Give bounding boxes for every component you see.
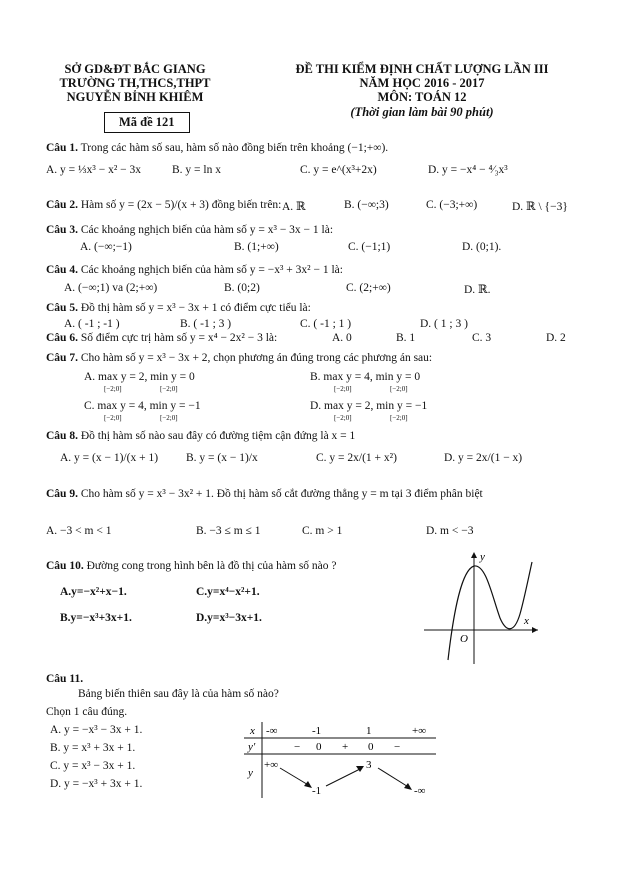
q3-option-c[interactable]: C. (−1;1) [348, 241, 391, 253]
q6-option-a[interactable]: A. 0 [332, 332, 352, 344]
question-text: Cho hàm số y = x³ − 3x² + 1. Đồ thị hàm số cắt đường thẳng y = m tại 3 điểm phân biệt [80, 488, 483, 500]
q8-option-c[interactable]: C. y = 2x/(1 + x²) [316, 452, 397, 464]
y-value: +∞ [264, 759, 279, 771]
axis-label-x: x [524, 615, 529, 627]
sign: − [294, 741, 301, 753]
school-name-2: NGUYỄN BỈNH KHIÊM [66, 90, 204, 104]
question-label: Câu 8. [46, 430, 78, 442]
question-5 [46, 302, 311, 314]
q1-option-b[interactable]: B. y = ln x [172, 164, 221, 176]
row-label-y: y [248, 767, 253, 779]
sign: + [342, 741, 349, 753]
q3-option-d[interactable]: D. (0;1). [462, 241, 502, 253]
q6-option-c[interactable]: C. 3 [472, 332, 492, 344]
question-10 [46, 560, 337, 572]
origin-label: O [460, 633, 468, 645]
arrow-head [304, 781, 312, 788]
q3-option-a[interactable]: A. (−∞;−1) [80, 241, 132, 253]
q9-option-a[interactable]: A. −3 < m < 1 [46, 525, 112, 537]
q10-option-a[interactable]: A.y=−x²+x−1. [60, 586, 127, 598]
school-dept: SỞ GD&ĐT BẮC GIANG [64, 62, 206, 76]
question-text: Đồ thị hàm số y = x³ − 3x + 1 có điểm cực tiểu là: [80, 302, 311, 314]
q2-option-d[interactable]: D. ℝ \ {−3} [512, 201, 568, 213]
q6-option-b[interactable]: B. 1 [396, 332, 416, 344]
q11-option-b[interactable]: B. y = x³ + 3x + 1. [50, 742, 136, 754]
q5-option-a[interactable]: A. ( -1 ; -1 ) [64, 318, 120, 330]
q9-option-d[interactable]: D. m < −3 [426, 525, 474, 537]
x-value: +∞ [412, 725, 427, 737]
arrow-up [326, 768, 362, 786]
domain-subscript: [−2;0] [334, 385, 352, 393]
question-text: Cho hàm số y = x³ − 3x + 2, chọn phương án đúng trong các phương án sau: [80, 352, 433, 364]
q8-option-a[interactable]: A. y = (x − 1)/(x + 1) [60, 452, 159, 464]
q11-option-a[interactable]: A. y = −x³ − 3x + 1. [50, 724, 143, 736]
q1-option-d[interactable]: D. y = −x⁴ − ⁴⁄₃x³ [428, 164, 508, 176]
domain-subscript: [−2;0] [390, 385, 408, 393]
domain-subscript: [−2;0] [160, 414, 178, 422]
q4-option-d[interactable]: D. ℝ. [464, 284, 491, 296]
row-label-dy: y' [248, 741, 256, 753]
question-9 [46, 488, 483, 500]
question-6 [46, 332, 277, 344]
variation-table [240, 720, 440, 800]
subject: MÔN: TOÁN 12 [377, 90, 467, 104]
x-value: -1 [312, 725, 322, 737]
y-value: -1 [312, 785, 322, 797]
q8-option-d[interactable]: D. y = 2x/(1 − x) [444, 452, 523, 464]
domain-subscript: [−2;0] [390, 414, 408, 422]
domain-subscript: [−2;0] [104, 385, 122, 393]
q5-option-c[interactable]: C. ( -1 ; 1 ) [300, 318, 352, 330]
question-label: Câu 2. [46, 199, 78, 211]
question-1 [46, 142, 388, 154]
question-label: Câu 6. [46, 332, 78, 344]
question-11-text: Bảng biến thiên sau đây là của hàm số nào? [78, 688, 279, 700]
q7-option-b[interactable]: B. max y = 4, min y = 0 [310, 371, 421, 383]
question-3 [46, 224, 333, 236]
q1-option-c[interactable]: C. y = e^(x³+2x) [300, 164, 377, 176]
y-value: -∞ [414, 785, 426, 797]
question-text: Trong các hàm số sau, hàm số nào đồng biến trên khoảng (−1;+∞). [80, 142, 389, 154]
q4-option-b[interactable]: B. (0;2) [224, 282, 260, 294]
q10-option-b[interactable]: B.y=−x³+3x+1. [60, 612, 132, 624]
q10-option-c[interactable]: C.y=x⁴−x²+1. [196, 586, 260, 598]
y-value: 3 [366, 759, 372, 771]
domain-subscript: [−2;0] [334, 414, 352, 422]
question-text: Hàm số y = (2x − 5)/(x + 3) đồng biến trên: [80, 199, 282, 211]
sign: 0 [368, 741, 374, 753]
question-label: Câu 9. [46, 488, 78, 500]
x-value: 1 [366, 725, 372, 737]
row-label-x: x [250, 725, 255, 737]
x-axis-arrow [532, 627, 538, 633]
time-limit: (Thời gian làm bài 90 phút) [350, 105, 494, 119]
question-label: Câu 1. [46, 142, 78, 154]
question-label: Câu 4. [46, 264, 78, 276]
x-value: -∞ [266, 725, 278, 737]
q1-option-a[interactable]: A. y = ⅓x³ − x² − 3x [46, 164, 142, 176]
school-year: NĂM HỌC 2016 - 2017 [359, 76, 485, 90]
y-axis-arrow [471, 552, 477, 558]
question-11-instruction: Chọn 1 câu đúng. [46, 706, 128, 718]
domain-subscript: [−2;0] [104, 414, 122, 422]
q11-option-c[interactable]: C. y = x³ − 3x + 1. [50, 760, 136, 772]
q7-option-d[interactable]: D. max y = 2, min y = −1 [310, 400, 428, 412]
arrow-down [378, 768, 410, 788]
question-label: Câu 5. [46, 302, 78, 314]
question-7 [46, 352, 432, 364]
cubic-curve [448, 562, 532, 660]
q5-option-b[interactable]: B. ( -1 ; 3 ) [180, 318, 232, 330]
q7-option-c[interactable]: C. max y = 4, min y = −1 [84, 400, 201, 412]
q4-option-c[interactable]: C. (2;+∞) [346, 282, 391, 294]
question-text: Các khoảng nghịch biến của hàm số y = x³ − 3x − 1 là: [80, 224, 334, 236]
q9-option-b[interactable]: B. −3 ≤ m ≤ 1 [196, 525, 261, 537]
axis-label-y: y [480, 551, 485, 563]
question-text: Các khoảng nghịch biến của hàm số y = −x³ + 3x² − 1 là: [80, 264, 343, 276]
question-label: Câu 10. [46, 560, 84, 572]
sign: 0 [316, 741, 322, 753]
question-label: Câu 7. [46, 352, 78, 364]
q3-option-b[interactable]: B. (1;+∞) [234, 241, 279, 253]
q9-option-c[interactable]: C. m > 1 [302, 525, 343, 537]
sign: − [394, 741, 401, 753]
q11-option-d[interactable]: D. y = −x³ + 3x + 1. [50, 778, 143, 790]
q10-graph [420, 548, 540, 668]
question-4 [46, 264, 343, 276]
question-text: Đường cong trong hình bên là đồ thị của hàm số nào ? [86, 560, 337, 572]
question-8 [46, 430, 355, 442]
question-label: Câu 3. [46, 224, 78, 236]
q4-option-a[interactable]: A. (−∞;1) va (2;+∞) [64, 282, 158, 294]
q10-option-d[interactable]: D.y=x³−3x+1. [196, 612, 262, 624]
question-2 [46, 199, 281, 211]
q6-option-d[interactable]: D. 2 [546, 332, 566, 344]
arrow-head [404, 783, 412, 790]
arrow-down [280, 768, 310, 786]
domain-subscript: [−2;0] [160, 385, 178, 393]
q2-option-a[interactable]: A. ℝ [282, 201, 306, 213]
q5-option-d[interactable]: D. ( 1 ; 3 ) [420, 318, 468, 330]
question-text: Số điểm cực trị hàm số y = x⁴ − 2x² − 3 là: [80, 332, 278, 344]
exam-code: Mã đề 121 [104, 112, 190, 133]
question-11-label: Câu 11. [46, 673, 84, 685]
arrow-head [356, 766, 364, 772]
q2-option-b[interactable]: B. (−∞;3) [344, 199, 389, 211]
school-name: TRƯỜNG TH,THCS,THPT [59, 76, 211, 90]
exam-title: ĐỀ THI KIỂM ĐỊNH CHẤT LƯỢNG LẦN III [295, 62, 549, 76]
q7-option-a[interactable]: A. max y = 2, min y = 0 [84, 371, 195, 383]
question-text: Đồ thị hàm số nào sau đây có đường tiệm cận đứng là x = 1 [80, 430, 356, 442]
q2-option-c[interactable]: C. (−3;+∞) [426, 199, 478, 211]
q8-option-b[interactable]: B. y = (x − 1)/x [186, 452, 258, 464]
